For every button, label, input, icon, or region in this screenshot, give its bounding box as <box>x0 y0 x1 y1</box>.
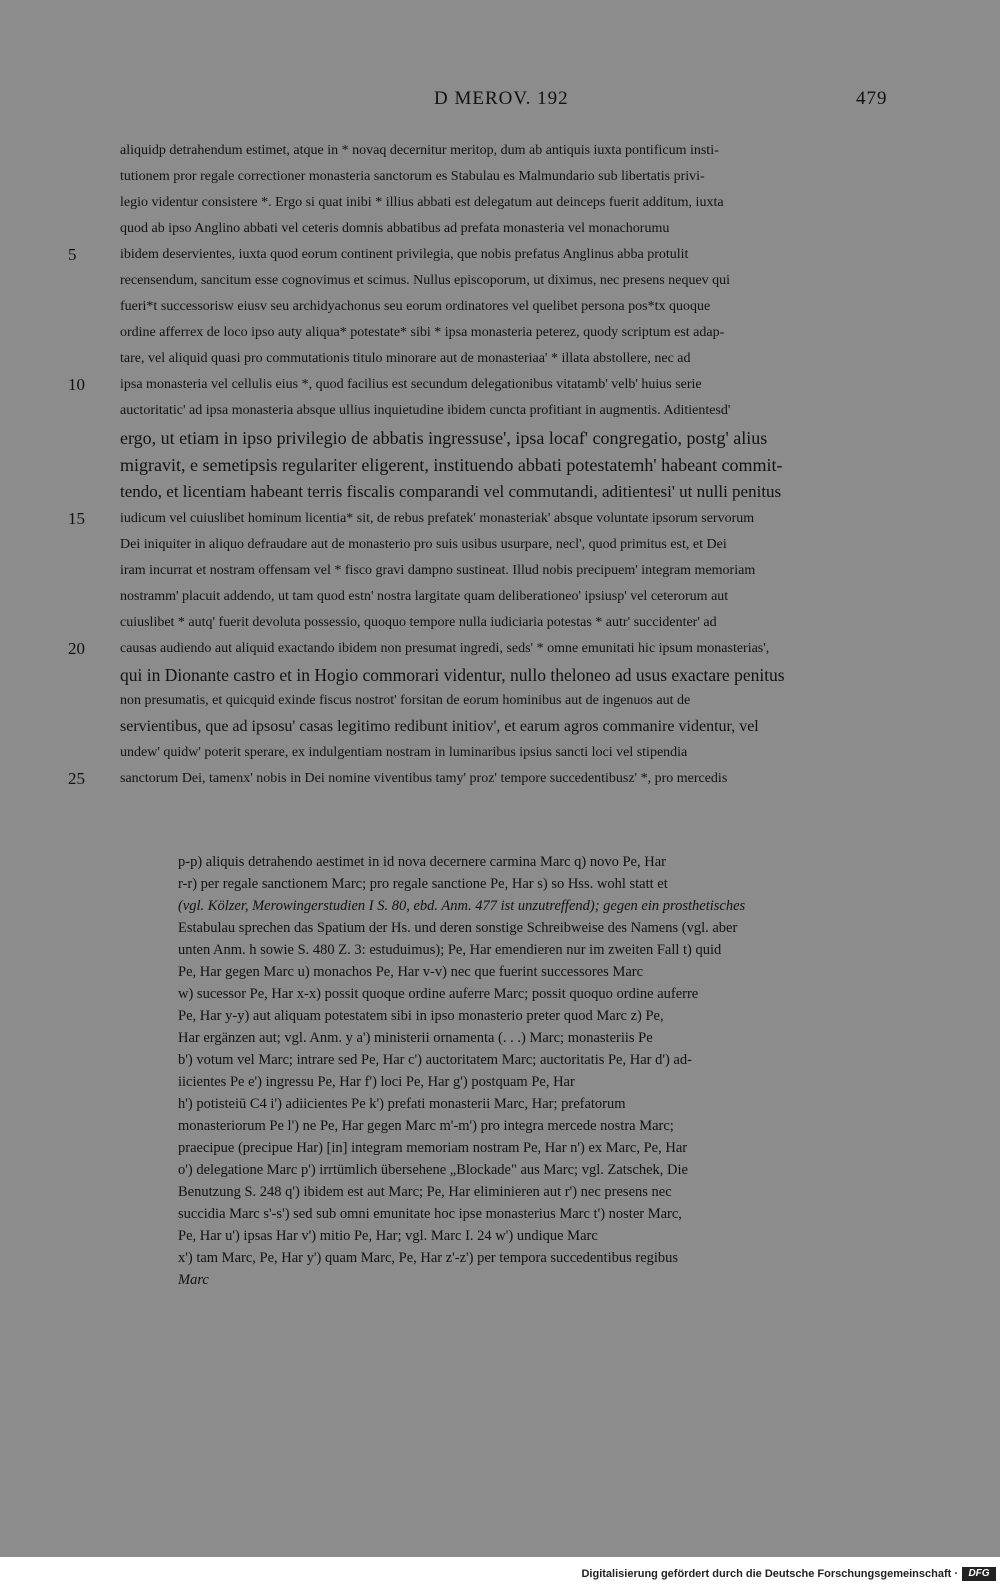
footnote-line: Pe, Har gegen Marc u) monachos Pe, Har v-v) nec que fuerint successores Marc <box>178 964 644 980</box>
line-number: 15 <box>68 509 85 528</box>
text-line: tendo, et licentiam habeant terris fiscalis comparandi vel commutandi, aditientesi' ut nulli penitus <box>120 482 782 501</box>
footnote-line: x') tam Marc, Pe, Har y') quam Marc, Pe, Har z'-z') per tempora succedentibus regibus <box>178 1250 679 1266</box>
text-line: sanctorum Dei, tamenx' nobis in Dei nomine viventibus tamy' proz' tempore succedentibusz' *, pro mercedis <box>120 771 728 786</box>
footnote-line: o') delegatione Marc p') irrtümlich übersehene „Blockade" aus Marc; vgl. Zatschek, Die <box>178 1162 688 1178</box>
footnote-line: Pe, Har y-y) aut aliquam potestatem sibi in ipso monasterio preter quod Marc z) Pe, <box>178 1008 664 1024</box>
line-number: 25 <box>68 769 85 788</box>
text-line: non presumatis, et quicquid exinde fiscus nostrot' forsitan de eorum hominibus aut de ingenuos aut de <box>120 693 691 708</box>
text-line: iudicum vel cuiuslibet hominum licentia* sit, de rebus prefatek' monasteriak' absque voluntate ipsorum servorum <box>120 511 755 526</box>
dfg-logo: DFG <box>962 1567 996 1581</box>
footnote-line: h') potisteiū C4 i') adiicientes Pe k') prefati monasterii Marc, Har; prefatorum <box>178 1096 626 1112</box>
footnote-line: p-p) aliquis detrahendo aestimet in id nova decernere carmina Marc q) novo Pe, Har <box>178 854 666 870</box>
funding-credit: Digitalisierung gefördert durch die Deutsche Forschungsgemeinschaft · <box>581 1568 958 1580</box>
text-line: ordine afferrex de loco ipso auty aliqua* potestate* sibi * ipsa monasteria peterez, quody scriptum est adap- <box>120 325 725 340</box>
text-line: auctoritatic' ad ipsa monasteria absque ullius inquietudine ibidem cuncta profitiant in augmentis. Aditientesd' <box>120 403 731 418</box>
line-number: 5 <box>68 245 77 264</box>
footnote-line: praecipue (precipue Har) [in] integram memoriam nostram Pe, Har n') ex Marc, Pe, Har <box>178 1140 688 1156</box>
text-line: ergo, ut etiam in ipso privilegio de abbatis ingressuse', ipsa locaf' congregatio, postg' alius <box>120 428 768 448</box>
footnote-line: monasteriorum Pe l') ne Pe, Har gegen Marc m'-m') pro integra mercede nostra Marc; <box>178 1118 674 1134</box>
page-number: 479 <box>856 88 888 109</box>
text-line: fueri*t successorisw eiusv seu archidyachonus seu eorum ordinatores vel quelibet persona pos*tx quoque <box>120 299 711 314</box>
text-line: tare, vel aliquid quasi pro commutationis titulo minorare aut de monasteriaa' * illata abstollere, nec ad <box>120 351 691 366</box>
text-line: migravit, e semetipsis regulariter eligerent, instituendo abbati potestatemh' habeant commit- <box>120 455 783 475</box>
text-line: qui in Dionante castro et in Hogio commorari videntur, nullo theloneo ad usus exactare penitus <box>120 665 785 685</box>
footnote-line: Pe, Har u') ipsas Har v') mitio Pe, Har; vgl. Marc I. 24 w') undique Marc <box>178 1228 598 1244</box>
text-line: undew' quidw' poterit sperare, ex indulgentiam nostram in luminaribus ipsius sancti loci vel stipendia <box>120 745 688 760</box>
text-line: legio videntur consistere *. Ergo si quat inibi * illius abbati est delegatum aut deinceps fuerit additum, iuxta <box>120 195 724 210</box>
footnote-line: w) sucessor Pe, Har x-x) possit quoque ordine auferre Marc; possit quoquo ordine auferre <box>178 986 699 1002</box>
line-number: 10 <box>68 375 85 394</box>
text-line: Dei iniquiter in aliquo defraudare aut de monasterio pro suis usibus usurpare, necl', quod primitus est, et Dei <box>120 537 727 552</box>
footnote-line: succidia Marc s'-s') sed sub omni emunitate hoc ipse monasterius Marc t') noster Marc, <box>178 1206 682 1222</box>
text-line: causas audiendo aut aliquid exactando ibidem non presumat ingredi, seds' * omne emunitati hic ipsum monasterias', <box>120 641 770 656</box>
text-line: iram incurrat et nostram offensam vel * fisco gravi dampno sustineat. Illud nobis precipuem' integram memoriam <box>120 563 756 578</box>
running-header-title: D MEROV. 192 <box>434 88 569 109</box>
footnote-line: r-r) per regale sanctionem Marc; pro regale sanctione Pe, Har s) so Hss. wohl statt et <box>178 876 668 892</box>
text-line: nostramm' placuit addendo, ut tam quod estn' nostra largitate quam deliberationeo' ipsiusp' vel ceterorum aut <box>120 589 729 604</box>
text-line: quod ab ipso Anglino abbati vel ceteris domnis abbatibus ad prefata monasteria vel monachorumu <box>120 221 670 236</box>
footnote-line: Marc <box>178 1272 209 1288</box>
text-line: recensendum, sancitum esse cognovimus et scimus. Nullus episcoporum, ut diximus, nec presens nequev qui <box>120 273 731 288</box>
footnote-line: (vgl. Kölzer, Merowingerstudien I S. 80, ebd. Anm. 477 ist unzutreffend); gegen ein prosthetisches <box>178 898 746 914</box>
text-line: ibidem deservientes, iuxta quod eorum continent privilegia, que nobis prefatus Anglinus abba protulit <box>120 247 689 262</box>
line-number: 20 <box>68 639 85 658</box>
footnote-line: b') votum vel Marc; intrare sed Pe, Har c') auctoritatem Marc; auctoritatis Pe, Har d') ad- <box>178 1052 692 1068</box>
text-line: ipsa monasteria vel cellulis eius *, quod facilius est secundum delegationibus vitatamb' velb' huius serie <box>120 377 702 392</box>
text-line: aliquidp detrahendum estimet, atque in * novaq decernitur meritop, dum ab antiquis iuxta pontificum insti- <box>120 143 719 158</box>
footnote-line: Estabulau sprechen das Spatium der Hs. und deren sonstige Schreibweise des Namens (vgl. aber <box>178 920 738 936</box>
text-line: cuiuslibet * autq' fuerit devoluta possessio, quoquo tempore nulla iudiciaria potestas * autr' succidenter' ad <box>120 615 717 630</box>
footnote-line: unten Anm. h sowie S. 480 Z. 3: estuduimus); Pe, Har emendieren nur im zweiten Fall t) quid <box>178 942 722 958</box>
text-line: tutionem pror regale correctioner monasteria sanctorum es Stabulau es Malmundario sub libertatis privi- <box>120 169 705 184</box>
digitization-footer <box>0 1565 1000 1585</box>
text-line: servientibus, que ad ipsosu' casas legitimo redibunt initiov', et earum agros commanire videntur, vel <box>120 718 759 735</box>
footnote-line: iicientes Pe e') ingressu Pe, Har f') loci Pe, Har g') postquam Pe, Har <box>178 1074 575 1090</box>
footnote-line: Har ergänzen aut; vgl. Anm. y a') ministerii ornamenta (. . .) Marc; monasteriis Pe <box>178 1030 653 1046</box>
footnote-line: Benutzung S. 248 q') ibidem est aut Marc; Pe, Har eliminieren aut r') nec presens nec <box>178 1184 672 1200</box>
